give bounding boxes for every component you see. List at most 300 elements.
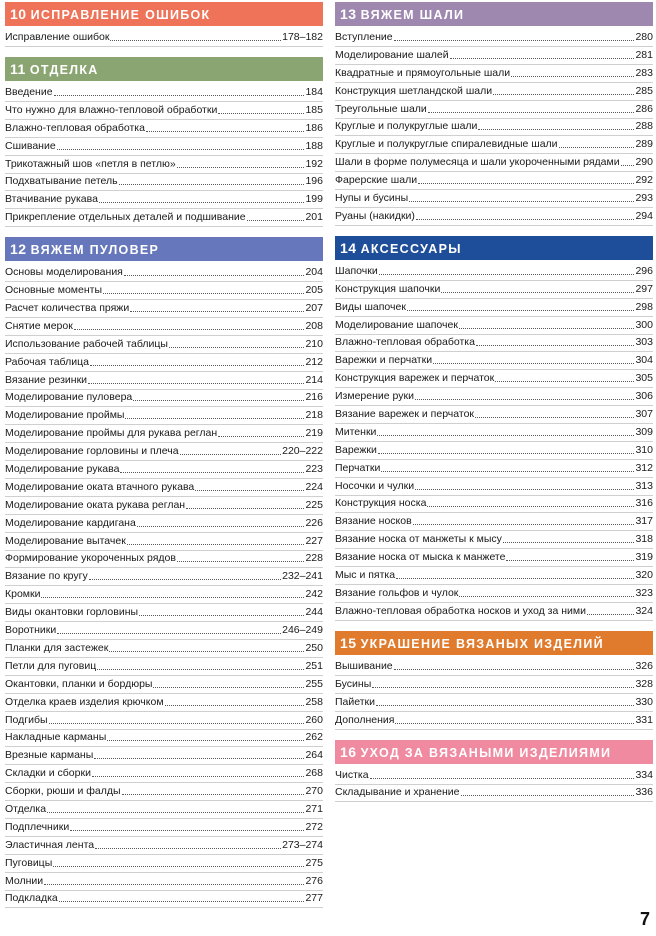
- entry-title: Дополнения: [335, 713, 395, 726]
- toc-entry[interactable]: [335, 532, 653, 549]
- entry-title: Нупы и бусины: [335, 192, 409, 205]
- dot-leader: [180, 454, 282, 455]
- entry-page: 312: [635, 461, 653, 474]
- entry-page: 294: [635, 209, 653, 222]
- entry-title: Окантовки, планки и бордюры: [5, 677, 153, 690]
- entry-page: 324: [635, 604, 653, 617]
- toc-entry[interactable]: [335, 66, 653, 83]
- dot-leader: [95, 848, 281, 849]
- toc-entry[interactable]: [5, 30, 323, 47]
- entry-title: Использование рабочей таблицы: [5, 337, 168, 350]
- dot-leader: [428, 112, 635, 113]
- entry-page: 262: [305, 731, 323, 744]
- entry-title: Накладные карманы: [5, 731, 107, 744]
- toc-entry[interactable]: [5, 516, 323, 533]
- entry-page: 296: [635, 264, 653, 277]
- section-header: [335, 236, 653, 260]
- entry-title: Пуговицы: [5, 856, 53, 869]
- toc-entry[interactable]: [335, 371, 653, 388]
- dot-leader: [97, 669, 304, 670]
- dot-leader: [133, 400, 304, 401]
- entry-title: Моделирование кардигана: [5, 516, 136, 529]
- entry-page: 319: [635, 551, 653, 564]
- toc-entry[interactable]: [5, 534, 323, 551]
- toc-entry[interactable]: [335, 407, 653, 424]
- dot-leader: [57, 149, 305, 150]
- dot-leader: [44, 884, 304, 885]
- dot-leader: [99, 202, 305, 203]
- entry-title: Круглые и полукруглые спиралевидные шали: [335, 138, 558, 151]
- dot-leader: [122, 794, 305, 795]
- section-number: 10: [10, 6, 27, 22]
- entry-title: Измерение руки: [335, 390, 414, 403]
- toc-entry[interactable]: [5, 730, 323, 747]
- entry-page: 251: [305, 659, 323, 672]
- toc-entry[interactable]: [335, 282, 653, 299]
- entry-title: Виды шапочек: [335, 300, 406, 313]
- dot-leader: [461, 795, 635, 796]
- entry-title: Вязание гольфов и чулок: [335, 586, 459, 599]
- entry-page: 293: [635, 192, 653, 205]
- entry-page: 317: [635, 515, 653, 528]
- toc-entry[interactable]: [5, 480, 323, 497]
- dot-leader: [378, 453, 635, 454]
- entry-page: 305: [635, 372, 653, 385]
- toc-entry[interactable]: [335, 550, 653, 567]
- entry-page: 307: [635, 408, 653, 421]
- toc-entry[interactable]: [5, 641, 323, 658]
- dot-leader: [177, 167, 305, 168]
- dot-leader: [124, 275, 305, 276]
- entry-title: Руаны (накидки): [335, 209, 415, 222]
- toc-entry[interactable]: [5, 85, 323, 102]
- entry-title: Планки для застежек: [5, 641, 109, 654]
- entry-title: Вязание резинки: [5, 373, 88, 386]
- entry-page: 185: [305, 103, 323, 116]
- entry-title: Влажно-тепловая обработка носков и уход за ними: [335, 604, 586, 617]
- dot-leader: [395, 723, 634, 724]
- entry-page: 204: [305, 266, 323, 279]
- entry-page: 306: [635, 390, 653, 403]
- entry-page: 276: [305, 874, 323, 887]
- dot-leader: [418, 183, 634, 184]
- dot-leader: [94, 758, 304, 759]
- toc-entry[interactable]: [335, 353, 653, 370]
- entry-page: 227: [305, 534, 323, 547]
- toc-entry[interactable]: [335, 191, 653, 208]
- entry-page: 188: [305, 139, 323, 152]
- toc-entry[interactable]: [335, 102, 653, 119]
- toc-entry[interactable]: [5, 569, 323, 586]
- toc-section-13: [335, 2, 653, 226]
- entry-title: Варежки и перчатки: [335, 354, 433, 367]
- toc-entry[interactable]: [5, 121, 323, 138]
- entry-title: Рабочая таблица: [5, 355, 89, 368]
- entry-page: 323: [635, 586, 653, 599]
- toc-entry[interactable]: [335, 84, 653, 101]
- dot-leader: [396, 578, 634, 579]
- entry-page: 216: [305, 391, 323, 404]
- toc-entry[interactable]: [5, 856, 323, 873]
- entry-page: 201: [305, 211, 323, 224]
- entry-page: 228: [305, 552, 323, 565]
- toc-entry[interactable]: [5, 174, 323, 191]
- entry-page: 286: [635, 102, 653, 115]
- section-title: ВЯЖЕМ ШАЛИ: [360, 8, 465, 22]
- dot-leader: [90, 365, 305, 366]
- toc-entry[interactable]: [335, 768, 653, 785]
- entry-page: 205: [305, 284, 323, 297]
- toc-entry[interactable]: [5, 337, 323, 354]
- entry-title: Вышивание: [335, 659, 393, 672]
- toc-entry[interactable]: [335, 137, 653, 154]
- toc-entry[interactable]: [5, 462, 323, 479]
- entry-page: 244: [305, 606, 323, 619]
- toc-entry[interactable]: [335, 496, 653, 513]
- entry-title: Введение: [5, 86, 53, 98]
- entry-page: 258: [305, 695, 323, 708]
- entry-title: Моделирование горловины и плеча: [5, 445, 179, 458]
- entry-page: 330: [635, 695, 653, 708]
- entry-page: 289: [635, 138, 653, 151]
- dot-leader: [107, 740, 304, 741]
- entry-page: 178–182: [282, 31, 323, 43]
- toc-entry[interactable]: [5, 766, 323, 783]
- dot-leader: [119, 184, 305, 185]
- toc-entry[interactable]: [5, 319, 323, 336]
- toc-entry[interactable]: [5, 139, 323, 156]
- toc-entry[interactable]: [5, 587, 323, 604]
- entry-page: 326: [635, 659, 653, 672]
- entry-title: Исправление ошибок: [5, 31, 110, 43]
- dot-leader: [394, 40, 635, 41]
- section-number: 13: [340, 6, 357, 22]
- dot-leader: [41, 597, 304, 598]
- dot-leader: [139, 615, 304, 616]
- dot-leader: [146, 131, 305, 132]
- entry-page: 212: [305, 355, 323, 368]
- entry-title: Шали в форме полумесяца и шали укороченными рядами: [335, 156, 620, 169]
- dot-leader: [103, 293, 304, 294]
- dot-leader: [54, 95, 305, 96]
- toc-entry[interactable]: [5, 301, 323, 318]
- dot-leader: [109, 651, 304, 652]
- toc-entry[interactable]: [335, 264, 653, 281]
- toc-section-10: [5, 2, 323, 47]
- toc-entry[interactable]: [5, 605, 323, 622]
- dot-leader: [130, 311, 304, 312]
- toc-entry[interactable]: [335, 155, 653, 172]
- toc-entry[interactable]: [5, 283, 323, 300]
- toc-entry[interactable]: [5, 373, 323, 390]
- dot-leader: [478, 129, 634, 130]
- toc-entry[interactable]: [335, 389, 653, 406]
- dot-leader: [376, 705, 634, 706]
- dot-leader: [559, 147, 635, 148]
- dot-leader: [57, 633, 281, 634]
- toc-entry[interactable]: [5, 891, 323, 908]
- entry-page: 320: [635, 569, 653, 582]
- toc-section-11: [5, 57, 323, 227]
- dot-leader: [195, 490, 304, 491]
- toc-entry[interactable]: [5, 157, 323, 174]
- dot-leader: [137, 526, 305, 527]
- entry-title: Конструкция варежек и перчаток: [335, 372, 495, 385]
- dot-leader: [370, 778, 635, 779]
- entry-title: Носочки и чулки: [335, 479, 415, 492]
- toc-section-15: [335, 631, 653, 730]
- dot-leader: [49, 723, 305, 724]
- entry-title: Моделирование оката втачного рукава: [5, 480, 195, 493]
- dot-leader: [127, 544, 305, 545]
- entry-page: 196: [305, 175, 323, 188]
- entry-title: Воротники: [5, 624, 57, 637]
- entry-page: 224: [305, 480, 323, 493]
- toc-entry[interactable]: [5, 713, 323, 730]
- entry-page: 292: [635, 174, 653, 187]
- entry-title: Конструкция шапочки: [335, 282, 441, 295]
- entry-page: 219: [305, 427, 323, 440]
- dot-leader: [379, 274, 635, 275]
- entry-page: 275: [305, 856, 323, 869]
- entry-title: Складывание и хранение: [335, 786, 460, 799]
- entry-title: Чистка: [335, 768, 369, 781]
- entry-title: Влажно-тепловая обработка: [335, 336, 475, 349]
- entry-title: Втачивание рукава: [5, 193, 98, 206]
- toc-section-14: [335, 236, 653, 621]
- toc-entry[interactable]: [5, 838, 323, 855]
- section-title: АКСЕССУАРЫ: [360, 241, 462, 256]
- entry-title: Вязание носка от манжеты к мысу: [335, 533, 502, 546]
- entry-page: 223: [305, 463, 323, 476]
- toc-entry[interactable]: [335, 659, 653, 676]
- entry-page: 220–222: [282, 445, 323, 458]
- toc-entry[interactable]: [5, 192, 323, 209]
- entry-page: 207: [305, 302, 323, 315]
- entry-title: Вязание носка от мыска к манжете: [335, 551, 506, 564]
- entry-title: Моделирование шалей: [335, 48, 449, 61]
- entry-title: Снятие мерок: [5, 319, 73, 332]
- entry-page: 280: [635, 31, 653, 43]
- entry-title: Бусины: [335, 677, 372, 690]
- dot-leader: [153, 687, 304, 688]
- dot-leader: [441, 292, 634, 293]
- entry-page: 277: [305, 892, 323, 905]
- dot-leader: [475, 417, 634, 418]
- entry-page: 290: [635, 156, 653, 169]
- entry-title: Варежки: [335, 443, 377, 456]
- toc-entry[interactable]: [5, 623, 323, 640]
- section-header: [335, 740, 653, 764]
- section-header: [335, 2, 653, 26]
- entry-page: 334: [635, 768, 653, 781]
- toc-entry[interactable]: [335, 586, 653, 603]
- dot-leader: [74, 329, 305, 330]
- section-number: 14: [340, 239, 357, 256]
- toc-entry[interactable]: [5, 408, 323, 425]
- toc-entry[interactable]: [5, 103, 323, 120]
- entry-title: Перчатки: [335, 461, 381, 474]
- entry-page: 218: [305, 409, 323, 422]
- toc-entry[interactable]: [5, 551, 323, 568]
- dot-leader: [88, 383, 304, 384]
- entry-title: Шапочки: [335, 264, 378, 277]
- entry-page: 226: [305, 516, 323, 529]
- entry-page: 272: [305, 820, 323, 833]
- dot-leader: [450, 58, 635, 59]
- toc-entry[interactable]: [5, 355, 323, 372]
- entry-title: Влажно-тепловая обработка: [5, 121, 145, 134]
- entry-page: 281: [635, 48, 653, 61]
- entry-page: 300: [635, 318, 653, 331]
- dot-leader: [120, 472, 304, 473]
- toc-entry[interactable]: [335, 209, 653, 226]
- toc-entry[interactable]: [5, 874, 323, 891]
- dot-leader: [415, 399, 635, 400]
- entry-title: Что нужно для влажно-тепловой обработки: [5, 103, 218, 116]
- toc-entry[interactable]: [5, 390, 323, 407]
- toc-section-12: [5, 237, 323, 908]
- dot-leader: [459, 328, 635, 329]
- toc-entry[interactable]: [335, 443, 653, 460]
- section-title: ОТДЕЛКА: [29, 63, 99, 77]
- toc-entry[interactable]: [335, 479, 653, 496]
- entry-page: 298: [635, 300, 653, 313]
- entry-title: Отделка краев изделия крючком: [5, 695, 164, 708]
- toc-entry[interactable]: [335, 173, 653, 190]
- entry-page: 242: [305, 588, 323, 601]
- toc-entry[interactable]: [5, 677, 323, 694]
- section-title: УКРАШЕНИЕ ВЯЗАНЫХ ИЗДЕЛИЙ: [360, 636, 604, 651]
- entry-page: 318: [635, 533, 653, 546]
- section-number: 15: [340, 634, 357, 651]
- section-number: 11: [10, 61, 26, 77]
- toc-entry[interactable]: [5, 659, 323, 676]
- toc-entry[interactable]: [5, 498, 323, 515]
- dot-leader: [59, 901, 305, 902]
- entry-title: Треугольные шали: [335, 102, 427, 115]
- toc-entry[interactable]: [335, 335, 653, 352]
- entry-title: Трикотажный шов «петля в петлю»: [5, 157, 176, 170]
- toc-entry[interactable]: [335, 568, 653, 585]
- entry-page: 313: [635, 479, 653, 492]
- entry-title: Основные моменты: [5, 284, 103, 297]
- entry-page: 232–241: [282, 570, 323, 583]
- dot-leader: [416, 219, 635, 220]
- dot-leader: [493, 94, 634, 95]
- entry-title: Моделирование оката рукава реглан: [5, 498, 186, 511]
- toc-column-right: [335, 0, 653, 812]
- entry-title: Молнии: [5, 874, 44, 887]
- entry-title: Врезные карманы: [5, 749, 94, 762]
- dot-leader: [177, 561, 305, 562]
- entry-page: 210: [305, 337, 323, 350]
- toc-entry[interactable]: [5, 444, 323, 461]
- entry-title: Конструкция шетландской шали: [335, 84, 493, 97]
- toc-entry[interactable]: [335, 677, 653, 694]
- entry-page: 316: [635, 497, 653, 510]
- dot-leader: [377, 435, 634, 436]
- dot-leader: [70, 830, 304, 831]
- entry-title: Подгибы: [5, 713, 48, 726]
- toc-entry[interactable]: [5, 820, 323, 837]
- toc-entry[interactable]: [5, 802, 323, 819]
- entry-title: Кромки: [5, 588, 41, 601]
- toc-entry[interactable]: [5, 784, 323, 801]
- entry-page: 273–274: [282, 838, 323, 851]
- entry-title: Конструкция носка: [335, 497, 427, 510]
- toc-entry[interactable]: [335, 30, 653, 47]
- section-title: ИСПРАВЛЕНИЕ ОШИБОК: [30, 8, 211, 22]
- toc-entry[interactable]: [335, 300, 653, 317]
- toc-entry[interactable]: [5, 210, 323, 227]
- dot-leader: [186, 508, 304, 509]
- dot-leader: [413, 524, 635, 525]
- toc-entry[interactable]: [335, 119, 653, 136]
- toc-column-left: [5, 0, 323, 918]
- toc-entry[interactable]: [335, 785, 653, 802]
- dot-leader: [53, 866, 304, 867]
- toc-entry[interactable]: [335, 713, 653, 730]
- toc-entry[interactable]: [335, 318, 653, 335]
- dot-leader: [394, 669, 635, 670]
- toc-entry[interactable]: [335, 695, 653, 712]
- toc-entry[interactable]: [5, 265, 323, 282]
- entry-title: Моделирование рукава: [5, 463, 120, 476]
- dot-leader: [381, 471, 634, 472]
- dot-leader: [169, 347, 305, 348]
- dot-leader: [621, 165, 635, 166]
- toc-entry[interactable]: [335, 514, 653, 531]
- entry-page: 304: [635, 354, 653, 367]
- entry-title: Вступление: [335, 31, 393, 43]
- entry-page: 255: [305, 677, 323, 690]
- entry-title: Петли для пуговиц: [5, 659, 97, 672]
- entry-page: 309: [635, 425, 653, 438]
- dot-leader: [372, 687, 634, 688]
- dot-leader: [407, 310, 635, 311]
- toc-entry[interactable]: [5, 426, 323, 443]
- entry-page: 250: [305, 641, 323, 654]
- entry-page: 336: [635, 786, 653, 799]
- entry-page: 186: [305, 121, 323, 134]
- entry-title: Митенки: [335, 425, 377, 438]
- toc-entry[interactable]: [5, 695, 323, 712]
- section-title: ВЯЖЕМ ПУЛОВЕР: [30, 243, 160, 258]
- entry-title: Моделирование вытачек: [5, 534, 126, 547]
- dot-leader: [459, 596, 634, 597]
- toc-entry[interactable]: [335, 48, 653, 65]
- toc-entry[interactable]: [335, 461, 653, 478]
- entry-title: Эластичная лента: [5, 838, 95, 851]
- entry-title: Сшивание: [5, 139, 56, 152]
- entry-page: 310: [635, 443, 653, 456]
- toc-entry[interactable]: [5, 748, 323, 765]
- entry-title: Формирование укороченных рядов: [5, 552, 176, 565]
- toc-entry[interactable]: [335, 604, 653, 621]
- dot-leader: [511, 76, 634, 77]
- dot-leader: [89, 579, 281, 580]
- entry-title: Моделирование шапочек: [335, 318, 458, 331]
- dot-leader: [47, 812, 304, 813]
- entry-title: Складки и сборки: [5, 767, 91, 780]
- entry-title: Вязание носков: [335, 515, 412, 528]
- entry-title: Прикрепление отдельных деталей и подшивание: [5, 211, 246, 224]
- entry-title: Виды окантовки горловины: [5, 606, 139, 619]
- dot-leader: [495, 381, 634, 382]
- dot-leader: [92, 776, 305, 777]
- toc-entry[interactable]: [335, 425, 653, 442]
